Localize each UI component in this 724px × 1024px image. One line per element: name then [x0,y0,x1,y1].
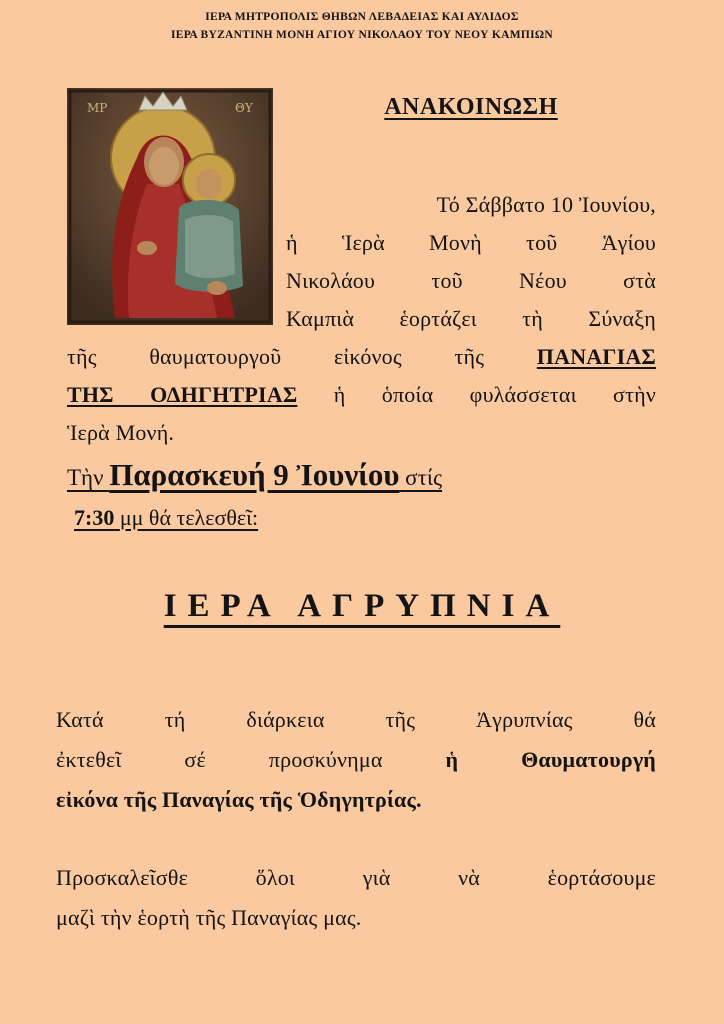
paragraph1-line-2-text: ἐκτεθεῖ σέ προσκύνημα [56,747,383,772]
announcement-line-5-text: τῆς θαυματουργοῦ εἰκόνος τῆς [67,344,485,369]
announcement-line-3: Νικολάου τοῦ Νέου στὰ [286,268,656,293]
paragraph1-line-2-bold: ἡ Θαυματουργή [445,747,657,772]
friday-date: Παρασκευή 9 Ἰουνίου [109,457,400,492]
announcement-line-4: Καμπιὰ ἑορτάζει τὴ Σύναξη [286,306,656,331]
panagia-name-part1: ΠΑΝΑΓΙΑΣ [536,344,657,369]
friday-pre: Τὴν [67,465,104,490]
paragraph2-line-1: Προσκαλεῖσθε ὅλοι γιὰ νὰ ἑορτάσουμε [56,865,656,890]
announcement-line-6-text: ἡ ὁποία φυλάσσεται στὴν [333,382,656,407]
header-line-monastery: ΙΕΡΑ ΒΥΖΑΝΤΙΝΗ ΜΟΝΗ ΑΓΙΟΥ ΝΙΚΟΛΑΟΥ ΤΟΥ ΝΕΟΥ ΚΑΜΠΙΩΝ [170,29,554,41]
paragraph2-line-2: μαζὶ τὴν ἑορτὴ τῆς Παναγίας μας. [56,905,362,930]
paragraph1-line-3-bold: εἰκόνα τῆς Παναγίας τῆς Ὁδηγητρίας. [56,787,422,812]
icon-image [67,88,273,325]
time-line [74,500,374,536]
announcement-line-5 [67,338,656,376]
announcement-line-7: Ἱερὰ Μονή. [67,420,175,445]
announcement-line-6 [67,376,656,414]
paragraph1-line-2 [56,740,656,780]
friday-line [67,452,607,501]
announcement-line-2: ἡ Ἱερὰ Μονὴ τοῦ Ἁγίου [286,230,656,255]
icon-inscription-right: ΘΥ [235,101,253,115]
announcement-title: ΑΝΑΚΟΙΝΩΣΗ [384,94,558,120]
icon-inscription-left: ΜΡ [87,101,108,115]
service-time: 7:30 [74,505,115,530]
panagia-name-part2: ΤΗΣ ΟΔΗΓΗΤΡΙΑΣ [67,382,298,407]
icon-of-panagia-hodegetria [67,88,273,325]
paragraph1-line-3 [56,780,616,820]
time-rest: μμ θά τελεσθεῖ: [119,505,259,530]
announcement-line-1: Τό Σάββατο 10 Ἰουνίου, [436,192,656,217]
vigil-title: ΙΕΡΑ ΑΓΡΥΠΝΙΑ [163,588,561,624]
paragraph1-line-1: Κατά τή διάρκεια τῆς Ἀγρυπνίας θά [56,707,656,732]
friday-post: στίς [405,465,443,490]
header-line-metropolis: ΙΕΡΑ ΜΗΤΡΟΠΟΛΙΣ ΘΗΒΩΝ ΛΕΒΑΔΕΙΑΣ ΚΑΙ ΑΥΛΙΔΟΣ [205,11,519,23]
